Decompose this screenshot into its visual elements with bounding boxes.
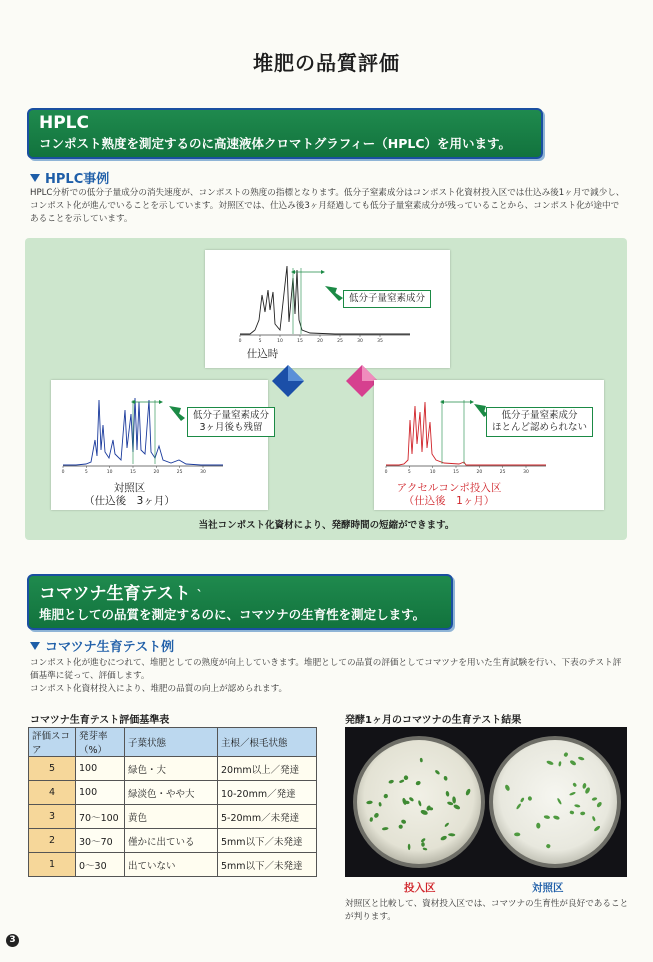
table-cell: 僅かに出ている	[125, 829, 218, 853]
table-cell: 0〜30	[76, 853, 125, 877]
axis-tick-label: 35	[377, 339, 383, 344]
table-row	[29, 853, 317, 877]
table-header: 評価スコア	[29, 728, 76, 757]
callout-control-line2: 3ヶ月後も残留	[199, 422, 263, 433]
table-cell: 5	[29, 757, 76, 781]
table-header: 主根／根毛状態	[218, 728, 317, 757]
axis-tick-label: 25	[176, 470, 183, 475]
table-cell: 緑淡色・やや大	[125, 781, 218, 805]
table-cell: 5mm以下／未発達	[218, 853, 317, 877]
hplc-highlight: 当社コンポスト化資材により、発酵時間の短縮ができます。	[198, 520, 455, 531]
table-cell: 黄色	[125, 805, 218, 829]
evaluation-table	[28, 727, 317, 877]
komatsuna-banner-title	[29, 576, 451, 604]
caption-treated	[334, 482, 564, 508]
axis-tick-label: 15	[453, 470, 459, 475]
caption-control	[21, 482, 238, 508]
axis-tick-label: 25	[337, 339, 343, 344]
axis-tick-label: 0	[238, 339, 242, 344]
callout-treated	[486, 407, 593, 437]
hplc-banner-title: HPLC	[39, 113, 89, 133]
page-number: 3	[6, 934, 19, 947]
hplc-description: HPLC分析での低分子量成分の消失速度が、コンポストの熟度の指標となります。低分子窒素成分はコンポスト化資材投入区では仕込み後1ヶ月で減少し、コンポスト化が進んでいることを示しています。対照区では、仕込み後3ヶ月経過しても低分子量窒素成分が残っていることから、コンポスト化が途中であることを示しています。	[30, 188, 625, 224]
table-cell: 出ていない	[125, 853, 218, 877]
photo-title: 発酵1ヶ月のコマツナの生育テスト結果	[345, 715, 522, 726]
komatsuna-banner	[27, 574, 453, 630]
table-cell: 4	[29, 781, 76, 805]
axis-tick-label: 30	[523, 470, 529, 475]
axis-tick-label: 25	[499, 470, 506, 475]
table-cell: 30〜70	[76, 829, 125, 853]
table-cell: 緑色・大	[125, 757, 218, 781]
petri-dishes-image	[345, 727, 627, 877]
axis-tick-label: 5	[407, 470, 411, 475]
table-header-row	[29, 728, 317, 757]
table-row	[29, 805, 317, 829]
axis-tick-label: 20	[317, 339, 323, 344]
callout-treated-line2: ほとんど認められない	[492, 422, 588, 433]
axis-tick-label: 5	[84, 470, 88, 475]
chart-initial	[205, 250, 450, 368]
axis-tick-label: 10	[429, 470, 436, 475]
callout-treated-line1: 低分子量窒素成分	[501, 410, 578, 421]
axis-tick-label: 0	[384, 470, 388, 475]
triangle-down-icon	[30, 174, 40, 182]
callout-control-line1: 低分子量窒素成分	[193, 410, 270, 421]
axis-tick-label: 30	[357, 339, 363, 344]
page-title: 堆肥の品質評価	[253, 51, 400, 75]
table-cell: 5-20mm／未発達	[218, 805, 317, 829]
caption-treated-line2: （仕込後 1ヶ月）	[403, 495, 495, 507]
hplc-section-heading-text: HPLC事例	[45, 172, 110, 187]
komatsuna-description	[30, 657, 627, 696]
table-cell: 70〜100	[76, 805, 125, 829]
chart-treated	[374, 380, 604, 510]
axis-tick-label: 10	[106, 470, 113, 475]
axis-tick-label: 10	[277, 339, 283, 344]
table-header: 発芽率（%）	[76, 728, 125, 757]
table-cell: 10-20mm／発達	[218, 781, 317, 805]
table-cell: 100	[76, 781, 125, 805]
chart-control	[51, 380, 268, 510]
komatsuna-section-heading-text: コマツナ生育テスト例	[45, 640, 175, 655]
callout-control	[187, 407, 275, 437]
table-cell: 5mm以下／未発達	[218, 829, 317, 853]
growth-test-photo	[345, 727, 627, 877]
table-cell: 100	[76, 757, 125, 781]
komatsuna-description-line2: コンポスト化資材投入により、堆肥の品質の向上が認められます。	[30, 684, 288, 694]
hplc-banner-subtitle: コンポスト熟度を測定するのに高速液体クロマトグラフィー（HPLC）を用います。	[39, 136, 512, 151]
table-cell: 20mm以上／発達	[218, 757, 317, 781]
table-row	[29, 757, 317, 781]
komatsuna-banner-title-text: コマツナ生育テスト	[39, 584, 191, 604]
comparison-markers	[268, 363, 388, 403]
table-cell: 2	[29, 829, 76, 853]
dish-label-control: 対照区	[532, 882, 564, 894]
dish-control	[493, 740, 617, 864]
table-cell: 1	[29, 853, 76, 877]
axis-tick-label: 5	[258, 339, 262, 344]
caption-control-line1: 対照区	[113, 482, 146, 494]
axis-tick-label: 20	[153, 470, 160, 475]
komatsuna-description-line1: コンポスト化が進むにつれて、堆肥としての熟度が向上していきます。堆肥としての品質の評価としてコマツナを用いた生育試験を行い、下表のテスト評価基準に従って、評価します。	[30, 658, 622, 681]
table-row	[29, 829, 317, 853]
axis-tick-label: 20	[476, 470, 483, 475]
photo-caption: 対照区と比較して、資材投入区では、コマツナの生育性が良好であることが判ります。	[345, 899, 629, 922]
dish-label-treated: 投入区	[404, 882, 436, 894]
komatsuna-banner-subtitle: 堆肥としての品質を測定するのに、コマツナの生育性を測定します。	[39, 607, 426, 622]
caption-treated-line1: アクセルコンポ投入区	[396, 482, 502, 494]
table-cell: 3	[29, 805, 76, 829]
komatsuna-banner-mark: `	[196, 588, 203, 602]
axis-tick-label: 15	[130, 470, 136, 475]
table-row	[29, 781, 317, 805]
komatsuna-section-heading	[30, 636, 174, 655]
table-title: コマツナ生育テスト評価基準表	[30, 715, 170, 726]
axis-tick-label: 30	[200, 470, 206, 475]
caption-initial: 仕込時	[246, 348, 279, 360]
table-header: 子葉状態	[125, 728, 218, 757]
callout-initial: 低分子量窒素成分	[343, 290, 431, 308]
caption-control-line2: （仕込後 3ヶ月）	[84, 495, 175, 507]
axis-tick-label: 0	[61, 470, 65, 475]
hplc-section-heading	[30, 168, 109, 187]
triangle-down-icon	[30, 642, 40, 650]
hplc-banner	[27, 108, 543, 159]
axis-tick-label: 15	[297, 339, 303, 344]
